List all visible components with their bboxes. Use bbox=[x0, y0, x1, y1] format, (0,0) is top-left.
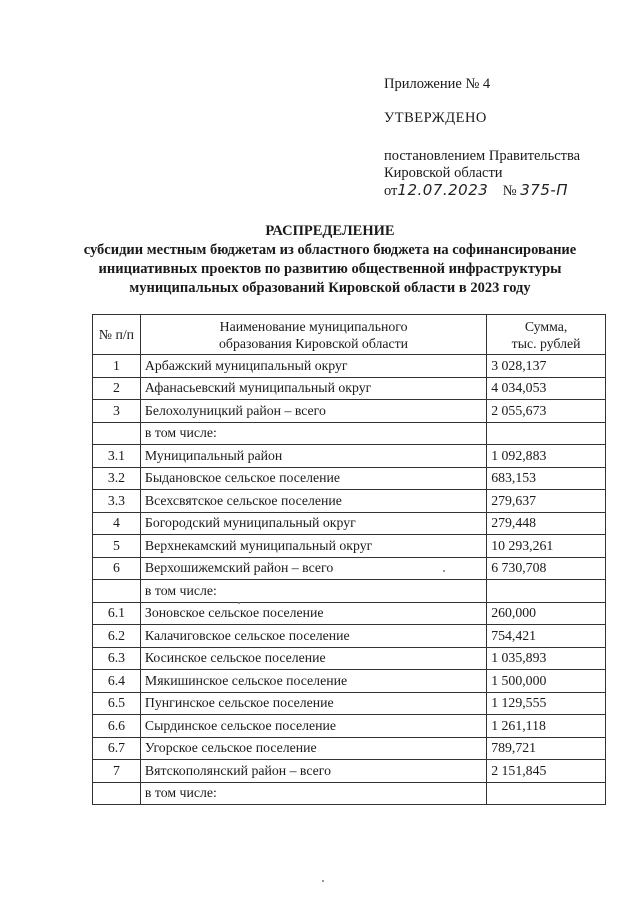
row-num: 6.5 bbox=[93, 692, 141, 715]
table-row bbox=[93, 557, 606, 580]
table-row bbox=[93, 760, 606, 783]
row-num: 1 bbox=[93, 355, 141, 378]
row-num: 7 bbox=[93, 760, 141, 783]
table-row bbox=[93, 782, 606, 805]
table-row bbox=[93, 490, 606, 513]
resolution-date-number bbox=[384, 182, 624, 200]
row-num: 6 bbox=[93, 557, 141, 580]
row-sum: 1 261,118 bbox=[487, 715, 606, 738]
title-main: РАСПРЕДЕЛЕНИЕ bbox=[265, 223, 395, 239]
row-num: 3 bbox=[93, 400, 141, 423]
header-name-line-1: Наименование муниципального bbox=[219, 318, 408, 334]
handwritten-date: 12.07.2023 bbox=[397, 181, 489, 199]
row-sum: 1 500,000 bbox=[487, 670, 606, 693]
row-sum: 4 034,053 bbox=[487, 377, 606, 400]
document-title bbox=[60, 222, 600, 298]
row-sum bbox=[487, 580, 606, 603]
row-name: Мякишинское сельское поселение bbox=[140, 670, 486, 693]
row-name: Верхошижемский район – всего bbox=[140, 557, 486, 580]
table-row bbox=[93, 400, 606, 423]
table-row bbox=[93, 422, 606, 445]
row-name: Всехсвятское сельское поселение bbox=[140, 490, 486, 513]
row-num: 6.2 bbox=[93, 625, 141, 648]
scan-speck bbox=[443, 570, 445, 572]
row-num: 6.4 bbox=[93, 670, 141, 693]
row-num: 3.3 bbox=[93, 490, 141, 513]
row-name: Угорское сельское поселение bbox=[140, 737, 486, 760]
row-num: 6.1 bbox=[93, 602, 141, 625]
header-sum bbox=[487, 315, 606, 355]
from-label: от bbox=[384, 183, 398, 199]
table-row bbox=[93, 467, 606, 490]
row-sum: 2 151,845 bbox=[487, 760, 606, 783]
table-row bbox=[93, 445, 606, 468]
row-sum: 2 055,673 bbox=[487, 400, 606, 423]
row-sum: 10 293,261 bbox=[487, 535, 606, 558]
row-name: Афанасьевский муниципальный округ bbox=[140, 377, 486, 400]
title-line-3: муниципальных образований Кировской области в 2023 году bbox=[129, 280, 531, 296]
appendix-label: Приложение № 4 bbox=[384, 76, 491, 92]
row-num bbox=[93, 422, 141, 445]
row-name: в том числе: bbox=[140, 580, 486, 603]
row-name: Сырдинское сельское поселение bbox=[140, 715, 486, 738]
row-num bbox=[93, 782, 141, 805]
row-num bbox=[93, 580, 141, 603]
table-row bbox=[93, 625, 606, 648]
row-name: Арбажский муниципальный округ bbox=[140, 355, 486, 378]
row-sum: 260,000 bbox=[487, 602, 606, 625]
row-name: Зоновское сельское поселение bbox=[140, 602, 486, 625]
header-sum-line-1: Сумма, bbox=[524, 318, 568, 334]
table-row bbox=[93, 647, 606, 670]
row-sum: 683,153 bbox=[487, 467, 606, 490]
row-name: Пунгинское сельское поселение bbox=[140, 692, 486, 715]
row-name: в том числе: bbox=[140, 782, 486, 805]
row-num: 4 bbox=[93, 512, 141, 535]
header-name-line-2: образования Кировской области bbox=[219, 335, 409, 351]
table-row bbox=[93, 715, 606, 738]
row-sum: 1 092,883 bbox=[487, 445, 606, 468]
header-sum-line-2: тыс. рублей bbox=[511, 335, 581, 351]
row-sum: 789,721 bbox=[487, 737, 606, 760]
table-row bbox=[93, 580, 606, 603]
resolution-line-1: постановлением Правительства bbox=[384, 148, 581, 164]
row-name: в том числе: bbox=[140, 422, 486, 445]
title-line-1: субсидии местным бюджетам из областного бюджета на софинансирование bbox=[83, 242, 577, 258]
row-sum bbox=[487, 782, 606, 805]
table-body bbox=[93, 355, 606, 805]
row-sum: 279,637 bbox=[487, 490, 606, 513]
row-name: Калачиговское сельское поселение bbox=[140, 625, 486, 648]
row-num: 5 bbox=[93, 535, 141, 558]
row-name: Косинское сельское поселение bbox=[140, 647, 486, 670]
row-name: Белохолуницкий район – всего bbox=[140, 400, 486, 423]
table-row bbox=[93, 355, 606, 378]
row-sum: 754,421 bbox=[487, 625, 606, 648]
row-sum bbox=[487, 422, 606, 445]
row-sum: 1 129,555 bbox=[487, 692, 606, 715]
row-sum: 6 730,708 bbox=[487, 557, 606, 580]
row-num: 3.1 bbox=[93, 445, 141, 468]
row-num: 3.2 bbox=[93, 467, 141, 490]
table-row bbox=[93, 535, 606, 558]
table-row bbox=[93, 692, 606, 715]
approved-stamp-text: УТВЕРЖДЕНО bbox=[384, 110, 487, 126]
table-row bbox=[93, 670, 606, 693]
table-row bbox=[93, 737, 606, 760]
header-name bbox=[140, 315, 486, 355]
title-line-2: инициативных проектов по развитию общественной инфраструктуры bbox=[98, 261, 562, 277]
scan-speck bbox=[322, 880, 324, 882]
resolution-line-2: Кировской области bbox=[384, 165, 503, 181]
table-header-row bbox=[93, 315, 606, 355]
row-num: 6.3 bbox=[93, 647, 141, 670]
header-num: № п/п bbox=[93, 315, 141, 355]
table-row bbox=[93, 512, 606, 535]
row-sum: 1 035,893 bbox=[487, 647, 606, 670]
scan-speck bbox=[238, 602, 240, 604]
row-name: Верхнекамский муниципальный округ bbox=[140, 535, 486, 558]
row-num: 6.7 bbox=[93, 737, 141, 760]
row-num: 6.6 bbox=[93, 715, 141, 738]
table-row bbox=[93, 602, 606, 625]
row-name: Муниципальный район bbox=[140, 445, 486, 468]
row-sum: 279,448 bbox=[487, 512, 606, 535]
table-row bbox=[93, 377, 606, 400]
number-label: № bbox=[502, 183, 517, 199]
row-sum: 3 028,137 bbox=[487, 355, 606, 378]
row-name: Вятскополянский район – всего bbox=[140, 760, 486, 783]
row-name: Богородский муниципальный округ bbox=[140, 512, 486, 535]
resolution-reference bbox=[384, 148, 624, 200]
row-num: 2 bbox=[93, 377, 141, 400]
row-name: Быдановское сельское поселение bbox=[140, 467, 486, 490]
handwritten-number: 375-П bbox=[520, 181, 569, 199]
distribution-table bbox=[92, 314, 606, 805]
